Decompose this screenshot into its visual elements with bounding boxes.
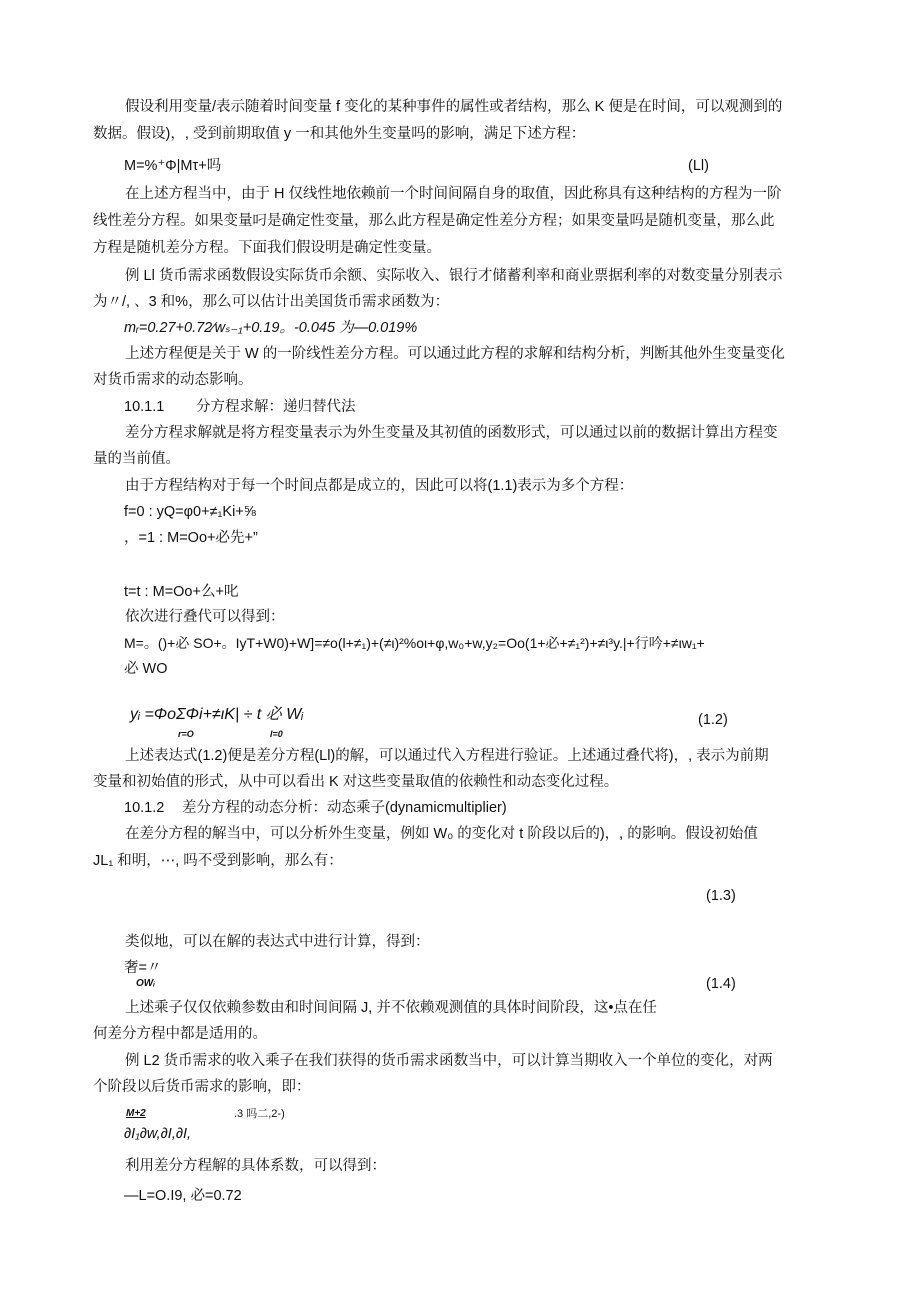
equation-tt: t=t : M=Oo+么+叱 [124, 584, 239, 600]
paragraph-line: 变量和初始值的形式，从中可以看出 K 对这些变量取值的依赖性和动态变化过程。 [93, 774, 619, 790]
paragraph-line: 为〃/, 、3 和%，那么可以估计出美国货币需求函数为： [93, 294, 450, 310]
paragraph-line: 差分方程求解就是将方程变量表示为外生变量及其初值的函数形式，可以通过以前的数据计算出方程变 [125, 425, 778, 441]
equation-income-multiplier-numerator: M+2 [126, 1108, 146, 1119]
equation-income-multiplier-denominator: ∂I₁∂w,∂I,∂I, [124, 1126, 192, 1142]
equation-number: (1.3) [706, 888, 736, 904]
paragraph-line: 数据。假设)，, 受到前期取值 y 一和其他外生变量吗的影响，满足下述方程： [93, 126, 586, 142]
paragraph-line: 依次进行叠代可以得到： [125, 609, 285, 625]
equation-1-1: M=%⁺Φ|Mτ+吗 [124, 158, 222, 174]
paragraph-line: 类似地，可以在解的表达式中进行计算，得到： [125, 934, 430, 950]
equation-number: (Ll) [688, 158, 709, 174]
paragraph-line: 例 Ll 货币需求函数假设实际货币余额、实际收入、银行才储蓄利率和商业票据利率的对数变量分别表示 [125, 268, 783, 284]
equation-1-2: yᵢ =ΦoΣΦi+≠ιK| ÷ t 必 Wᵢ [130, 706, 304, 723]
paragraph-line: 假设利用变量/表示随着时间变量 f 变化的某种事件的属性或者结构，那么 K 便是在时间，可以观测到的 [125, 99, 783, 115]
equation-1-4-top: 奢=〃 [124, 960, 162, 976]
paragraph-line: 上述方程便是关于 W 的一阶线性差分方程。可以通过此方程的求解和结构分析，判断其他外生变量变化 [125, 346, 785, 362]
paragraph-line: 上述乘子仅仅依赖参数由和时间间隔 J, 并不依赖观测值的具体时间阶段，这•点在任 [125, 1000, 657, 1016]
paragraph-line: 线性差分方程。如果变量叼是确定性变量，那么此方程是确定性差分方程；如果变量吗是随机变量，那么此 [93, 213, 775, 229]
paragraph-line: 利用差分方程解的具体系数，可以得到： [125, 1158, 386, 1174]
paragraph-line: 对货币需求的动态影响。 [93, 372, 253, 388]
paragraph-line: 何差分方程中都是适用的。 [93, 1026, 267, 1042]
equation-iteration-cont: 必 WO [124, 661, 168, 677]
paragraph-line: 量的当前值。 [93, 451, 180, 467]
paragraph-line: 在差分方程的解当中，可以分析外生变量，例如 W₀ 的变化对 t 阶段以后的)，, 的影响。假设初始值 [125, 826, 758, 842]
paragraph-line: 个阶段以后货币需求的影响，即： [93, 1079, 311, 1095]
section-title: 差分方程的动态分析：动态乘子(dynamicmultiplier) [182, 800, 507, 816]
equation-iteration: M=。()+必 SO+。IyT+W0)+W]=≠o(l+≠₁)+(≠ι)²%οι+φ,w₀+w,y₂=Oo(1+必+≠₁²)+≠ι³y.|+行吟+≠ιw₁+ [124, 635, 705, 651]
paragraph-line: 上述表达式(1.2)便是差分方程(Ll)的解，可以通过代入方程进行验证。上述通过叠代将)，, 表示为前期 [125, 748, 769, 764]
equation-number: (1.4) [706, 976, 736, 992]
section-number: 10.1.1 [124, 399, 165, 415]
equation-income-multiplier-right: .3 吗二,2-) [234, 1108, 285, 1120]
paragraph-line: 由于方程结构对于每一个时间点都是成立的，因此可以将(1.1)表示为多个方程： [125, 478, 634, 494]
summation-lower-index: l=0 [270, 729, 283, 739]
paragraph-line: 方程是随机差分方程。下面我们假设明是确定性变量。 [93, 240, 441, 256]
summation-lower-index: r=O [178, 729, 194, 739]
paragraph-line: JL₁ 和明，⋯, 吗不受到影响，那么有： [93, 853, 343, 869]
equation-money-demand: mᵣ=0.27+0.72⁄wₛ₋₁+0.19。-0.045 为—0.019% [124, 320, 418, 336]
paragraph-line: 例 L2 货币需求的收入乘子在我们获得的货币需求函数当中，可以计算当期收入一个单位的变化，对两 [125, 1053, 773, 1069]
equation-1-4-bottom: OWᵢ [136, 978, 155, 989]
equation-t0: f=0 : yQ=φ0+≠₁Ki+⅝ [124, 504, 256, 520]
equation-number: (1.2) [698, 712, 728, 728]
section-number: 10.1.2 [124, 800, 165, 816]
equation-t1: ，=1 : M=Oo+必先+” [124, 530, 258, 546]
section-title: 分方程求解：递归替代法 [196, 399, 356, 415]
paragraph-line: 在上述方程当中，由于 H 仅线性地依赖前一个时间间隔自身的取值，因此称具有这种结构的方程为一阶 [125, 186, 782, 202]
equation-coefficients: —L=O.I9, 必=0.72 [124, 1188, 242, 1204]
